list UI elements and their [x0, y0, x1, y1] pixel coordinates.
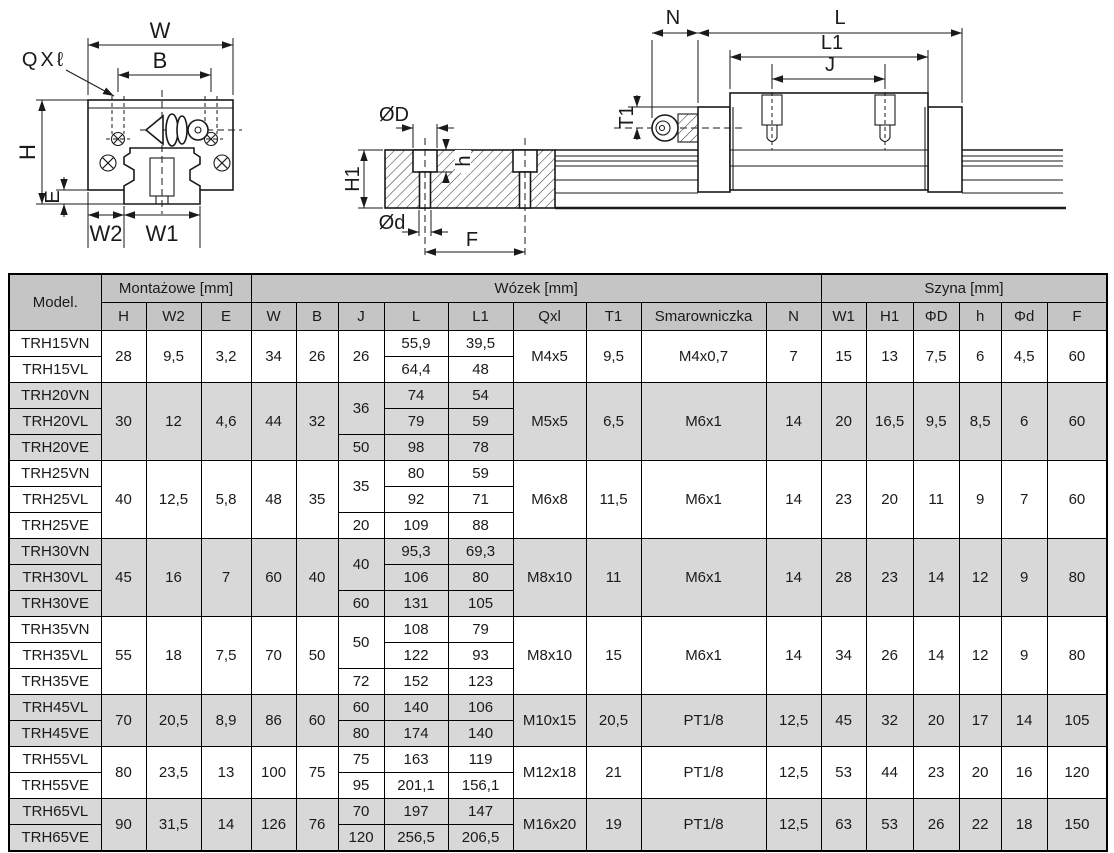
value-cell: 12,5: [766, 799, 821, 852]
header-group-wozek: Wózek [mm]: [251, 274, 821, 303]
value-cell: M6x1: [641, 461, 766, 539]
value-cell: 8,5: [959, 383, 1001, 461]
value-cell: 40: [338, 539, 384, 591]
value-cell: 201,1: [384, 773, 448, 799]
value-cell: 12,5: [766, 695, 821, 747]
value-cell: 55: [101, 617, 146, 695]
header-col-h1: H1: [866, 303, 913, 331]
value-cell: 60: [338, 591, 384, 617]
value-cell: 75: [296, 747, 338, 799]
value-cell: 12: [959, 539, 1001, 617]
value-cell: 80: [384, 461, 448, 487]
value-cell: 14: [766, 539, 821, 617]
value-cell: 90: [101, 799, 146, 852]
model-cell: TRH35VE: [9, 669, 101, 695]
label-e: E: [42, 190, 64, 204]
header-col-l1: L1: [448, 303, 513, 331]
header-col-smarowniczka: Smarowniczka: [641, 303, 766, 331]
value-cell: 76: [296, 799, 338, 852]
value-cell: 80: [448, 565, 513, 591]
dim-phi-d-small: [379, 210, 448, 236]
value-cell: 60: [296, 695, 338, 747]
model-cell: TRH25VL: [9, 487, 101, 513]
table-header: [9, 274, 1107, 331]
rail-section-drawing: [342, 104, 555, 258]
value-cell: 32: [296, 383, 338, 461]
value-cell: 80: [1047, 617, 1107, 695]
value-cell: 20: [866, 461, 913, 539]
label-phi-d-big: ØD: [379, 104, 409, 126]
value-cell: M10x15: [513, 695, 586, 747]
value-cell: 109: [384, 513, 448, 539]
value-cell: 80: [338, 721, 384, 747]
value-cell: 9: [1001, 617, 1047, 695]
model-cell: TRH25VN: [9, 461, 101, 487]
dim-j: [772, 54, 885, 85]
value-cell: 197: [384, 799, 448, 825]
model-cell: TRH35VL: [9, 643, 101, 669]
value-cell: PT1/8: [641, 747, 766, 799]
value-cell: 95: [338, 773, 384, 799]
header-col-phid-big: ΦD: [913, 303, 959, 331]
model-cell: TRH55VE: [9, 773, 101, 799]
value-cell: 174: [384, 721, 448, 747]
value-cell: 59: [448, 461, 513, 487]
value-cell: M6x1: [641, 617, 766, 695]
table-body: [9, 331, 1107, 852]
table-row: [9, 461, 1107, 487]
label-h1: H1: [342, 166, 364, 192]
table-row: [9, 799, 1107, 825]
value-cell: 60: [251, 539, 296, 617]
value-cell: 71: [448, 487, 513, 513]
label-w: W: [149, 18, 171, 43]
header-col-h-small: h: [959, 303, 1001, 331]
value-cell: 50: [296, 617, 338, 695]
value-cell: 206,5: [448, 825, 513, 852]
header-col-w2: W2: [146, 303, 201, 331]
label-b: B: [152, 48, 168, 73]
value-cell: 80: [1047, 539, 1107, 617]
value-cell: 106: [448, 695, 513, 721]
value-cell: 20,5: [586, 695, 641, 747]
value-cell: 23: [866, 539, 913, 617]
value-cell: 86: [251, 695, 296, 747]
value-cell: 44: [866, 747, 913, 799]
value-cell: 14: [766, 383, 821, 461]
value-cell: 45: [101, 539, 146, 617]
value-cell: 6,5: [586, 383, 641, 461]
label-f: F: [465, 229, 479, 251]
value-cell: 30: [101, 383, 146, 461]
value-cell: 16,5: [866, 383, 913, 461]
header-col-j: J: [338, 303, 384, 331]
value-cell: 7: [1001, 461, 1047, 539]
value-cell: 17: [959, 695, 1001, 747]
label-w2: W2: [89, 221, 123, 246]
table-row: [9, 539, 1107, 565]
header-col-l: L: [384, 303, 448, 331]
value-cell: 140: [384, 695, 448, 721]
dim-e: [42, 177, 88, 217]
value-cell: 156,1: [448, 773, 513, 799]
value-cell: 152: [384, 669, 448, 695]
value-cell: 105: [448, 591, 513, 617]
value-cell: 7: [766, 331, 821, 383]
header-cols-row: [9, 303, 1107, 331]
value-cell: 21: [586, 747, 641, 799]
value-cell: 53: [866, 799, 913, 852]
label-t1: T1: [616, 105, 638, 129]
value-cell: 79: [448, 617, 513, 643]
value-cell: M4x5: [513, 331, 586, 383]
value-cell: 12,5: [146, 461, 201, 539]
value-cell: 16: [146, 539, 201, 617]
model-cell: TRH65VE: [9, 825, 101, 852]
value-cell: M4x0,7: [641, 331, 766, 383]
model-cell: TRH30VE: [9, 591, 101, 617]
value-cell: 70: [101, 695, 146, 747]
value-cell: 34: [821, 617, 866, 695]
value-cell: 9,5: [913, 383, 959, 461]
value-cell: 140: [448, 721, 513, 747]
model-cell: TRH45VE: [9, 721, 101, 747]
side-view-drawing: [555, 7, 1066, 208]
value-cell: 11: [913, 461, 959, 539]
table-row: [9, 617, 1107, 643]
value-cell: 3,2: [201, 331, 251, 383]
header-col-h: H: [101, 303, 146, 331]
value-cell: 20: [338, 513, 384, 539]
table-row: [9, 383, 1107, 409]
value-cell: 20: [959, 747, 1001, 799]
header-col-w1: W1: [821, 303, 866, 331]
value-cell: PT1/8: [641, 695, 766, 747]
header-col-w: W: [251, 303, 296, 331]
header-model: Model.: [9, 274, 101, 331]
value-cell: 93: [448, 643, 513, 669]
value-cell: 48: [251, 461, 296, 539]
value-cell: 131: [384, 591, 448, 617]
value-cell: 14: [913, 617, 959, 695]
technical-drawings: [0, 0, 1114, 268]
header-col-e: E: [201, 303, 251, 331]
value-cell: 60: [1047, 461, 1107, 539]
value-cell: 54: [448, 383, 513, 409]
value-cell: 70: [338, 799, 384, 825]
value-cell: M6x8: [513, 461, 586, 539]
value-cell: 60: [1047, 383, 1107, 461]
value-cell: 9: [959, 461, 1001, 539]
front-view-drawing: [15, 18, 242, 248]
value-cell: 7: [201, 539, 251, 617]
value-cell: 11: [586, 539, 641, 617]
value-cell: M6x1: [641, 539, 766, 617]
value-cell: 20,5: [146, 695, 201, 747]
header-group-row: [9, 274, 1107, 303]
dim-n: [652, 7, 698, 118]
dim-h1: [342, 150, 383, 208]
header-group-szyna: Szyna [mm]: [821, 274, 1107, 303]
value-cell: 12,5: [766, 747, 821, 799]
value-cell: 106: [384, 565, 448, 591]
rail-side-right: [962, 150, 1063, 193]
value-cell: 59: [448, 409, 513, 435]
value-cell: 72: [338, 669, 384, 695]
label-qxl: QXℓ: [21, 49, 67, 71]
rail-side-left: [555, 150, 698, 193]
carriage-body-side: [730, 93, 928, 190]
value-cell: 40: [101, 461, 146, 539]
value-cell: 9: [1001, 539, 1047, 617]
label-l1: L1: [820, 32, 844, 54]
model-cell: TRH45VL: [9, 695, 101, 721]
value-cell: 108: [384, 617, 448, 643]
value-cell: 80: [101, 747, 146, 799]
value-cell: M12x18: [513, 747, 586, 799]
value-cell: M6x1: [641, 383, 766, 461]
value-cell: 100: [251, 747, 296, 799]
table-row: [9, 695, 1107, 721]
value-cell: 150: [1047, 799, 1107, 852]
value-cell: 75: [338, 747, 384, 773]
value-cell: 123: [448, 669, 513, 695]
value-cell: 11,5: [586, 461, 641, 539]
value-cell: 45: [821, 695, 866, 747]
header-col-qxl: Qxl: [513, 303, 586, 331]
label-phi-d-small: Ød: [378, 212, 406, 234]
value-cell: 53: [821, 747, 866, 799]
value-cell: 14: [1001, 695, 1047, 747]
value-cell: 256,5: [384, 825, 448, 852]
value-cell: 15: [821, 331, 866, 383]
value-cell: 23: [821, 461, 866, 539]
value-cell: M5x5: [513, 383, 586, 461]
value-cell: 70: [251, 617, 296, 695]
label-h-small: h: [453, 155, 475, 167]
value-cell: M8x10: [513, 617, 586, 695]
value-cell: 16: [1001, 747, 1047, 799]
value-cell: 60: [338, 695, 384, 721]
model-cell: TRH15VL: [9, 357, 101, 383]
value-cell: 55,9: [384, 331, 448, 357]
value-cell: 4,5: [1001, 331, 1047, 383]
value-cell: 31,5: [146, 799, 201, 852]
value-cell: 40: [296, 539, 338, 617]
value-cell: 26: [913, 799, 959, 852]
value-cell: 26: [866, 617, 913, 695]
value-cell: 126: [251, 799, 296, 852]
model-cell: TRH30VL: [9, 565, 101, 591]
value-cell: 8,9: [201, 695, 251, 747]
header-col-n: N: [766, 303, 821, 331]
label-j: J: [825, 54, 835, 76]
table-row: [9, 747, 1107, 773]
value-cell: 69,3: [448, 539, 513, 565]
model-cell: TRH20VE: [9, 435, 101, 461]
dim-b: [118, 48, 211, 92]
value-cell: 13: [201, 747, 251, 799]
end-cap-left: [698, 107, 730, 192]
value-cell: 163: [384, 747, 448, 773]
value-cell: 14: [766, 461, 821, 539]
header-col-t1: T1: [586, 303, 641, 331]
value-cell: 15: [586, 617, 641, 695]
value-cell: 147: [448, 799, 513, 825]
value-cell: 19: [586, 799, 641, 852]
header-col-f: F: [1047, 303, 1107, 331]
value-cell: 12: [959, 617, 1001, 695]
value-cell: M16x20: [513, 799, 586, 852]
label-h: H: [15, 144, 40, 160]
value-cell: 6: [1001, 383, 1047, 461]
table-row: [9, 331, 1107, 357]
value-cell: 48: [448, 357, 513, 383]
header-col-b: B: [296, 303, 338, 331]
value-cell: 119: [448, 747, 513, 773]
model-cell: TRH30VN: [9, 539, 101, 565]
value-cell: 79: [384, 409, 448, 435]
value-cell: 50: [338, 435, 384, 461]
value-cell: 4,6: [201, 383, 251, 461]
value-cell: 98: [384, 435, 448, 461]
value-cell: 13: [866, 331, 913, 383]
model-cell: TRH20VL: [9, 409, 101, 435]
end-cap-right: [928, 107, 962, 192]
value-cell: 6: [959, 331, 1001, 383]
value-cell: 9,5: [146, 331, 201, 383]
value-cell: 14: [913, 539, 959, 617]
value-cell: 7,5: [913, 331, 959, 383]
model-cell: TRH25VE: [9, 513, 101, 539]
value-cell: 44: [251, 383, 296, 461]
value-cell: 50: [338, 617, 384, 669]
value-cell: 18: [146, 617, 201, 695]
label-n: N: [665, 7, 681, 29]
value-cell: 64,4: [384, 357, 448, 383]
value-cell: 28: [821, 539, 866, 617]
value-cell: 26: [296, 331, 338, 383]
value-cell: 18: [1001, 799, 1047, 852]
header-col-phid-small: Φd: [1001, 303, 1047, 331]
value-cell: 63: [821, 799, 866, 852]
value-cell: 7,5: [201, 617, 251, 695]
value-cell: 20: [913, 695, 959, 747]
value-cell: 12: [146, 383, 201, 461]
value-cell: 35: [296, 461, 338, 539]
value-cell: PT1/8: [641, 799, 766, 852]
value-cell: 9,5: [586, 331, 641, 383]
dim-phi-d-big: [379, 104, 454, 148]
value-cell: 120: [338, 825, 384, 852]
value-cell: 92: [384, 487, 448, 513]
value-cell: 35: [338, 461, 384, 513]
value-cell: 32: [866, 695, 913, 747]
label-l: L: [834, 7, 846, 29]
value-cell: 60: [1047, 331, 1107, 383]
model-cell: TRH20VN: [9, 383, 101, 409]
value-cell: 122: [384, 643, 448, 669]
value-cell: 28: [101, 331, 146, 383]
value-cell: 34: [251, 331, 296, 383]
value-cell: M8x10: [513, 539, 586, 617]
value-cell: 39,5: [448, 331, 513, 357]
value-cell: 74: [384, 383, 448, 409]
value-cell: 22: [959, 799, 1001, 852]
value-cell: 14: [201, 799, 251, 852]
value-cell: 5,8: [201, 461, 251, 539]
value-cell: 26: [338, 331, 384, 383]
dimension-table: [8, 273, 1108, 852]
model-cell: TRH65VL: [9, 799, 101, 825]
header-group-montazowe: Montażowe [mm]: [101, 274, 251, 303]
value-cell: 120: [1047, 747, 1107, 799]
value-cell: 23: [913, 747, 959, 799]
model-cell: TRH15VN: [9, 331, 101, 357]
value-cell: 105: [1047, 695, 1107, 747]
callout-qxl: [22, 49, 114, 96]
value-cell: 95,3: [384, 539, 448, 565]
value-cell: 14: [766, 617, 821, 695]
model-cell: TRH35VN: [9, 617, 101, 643]
label-w1: W1: [145, 221, 179, 246]
value-cell: 36: [338, 383, 384, 435]
value-cell: 23,5: [146, 747, 201, 799]
value-cell: 20: [821, 383, 866, 461]
value-cell: 78: [448, 435, 513, 461]
model-cell: TRH55VL: [9, 747, 101, 773]
value-cell: 88: [448, 513, 513, 539]
